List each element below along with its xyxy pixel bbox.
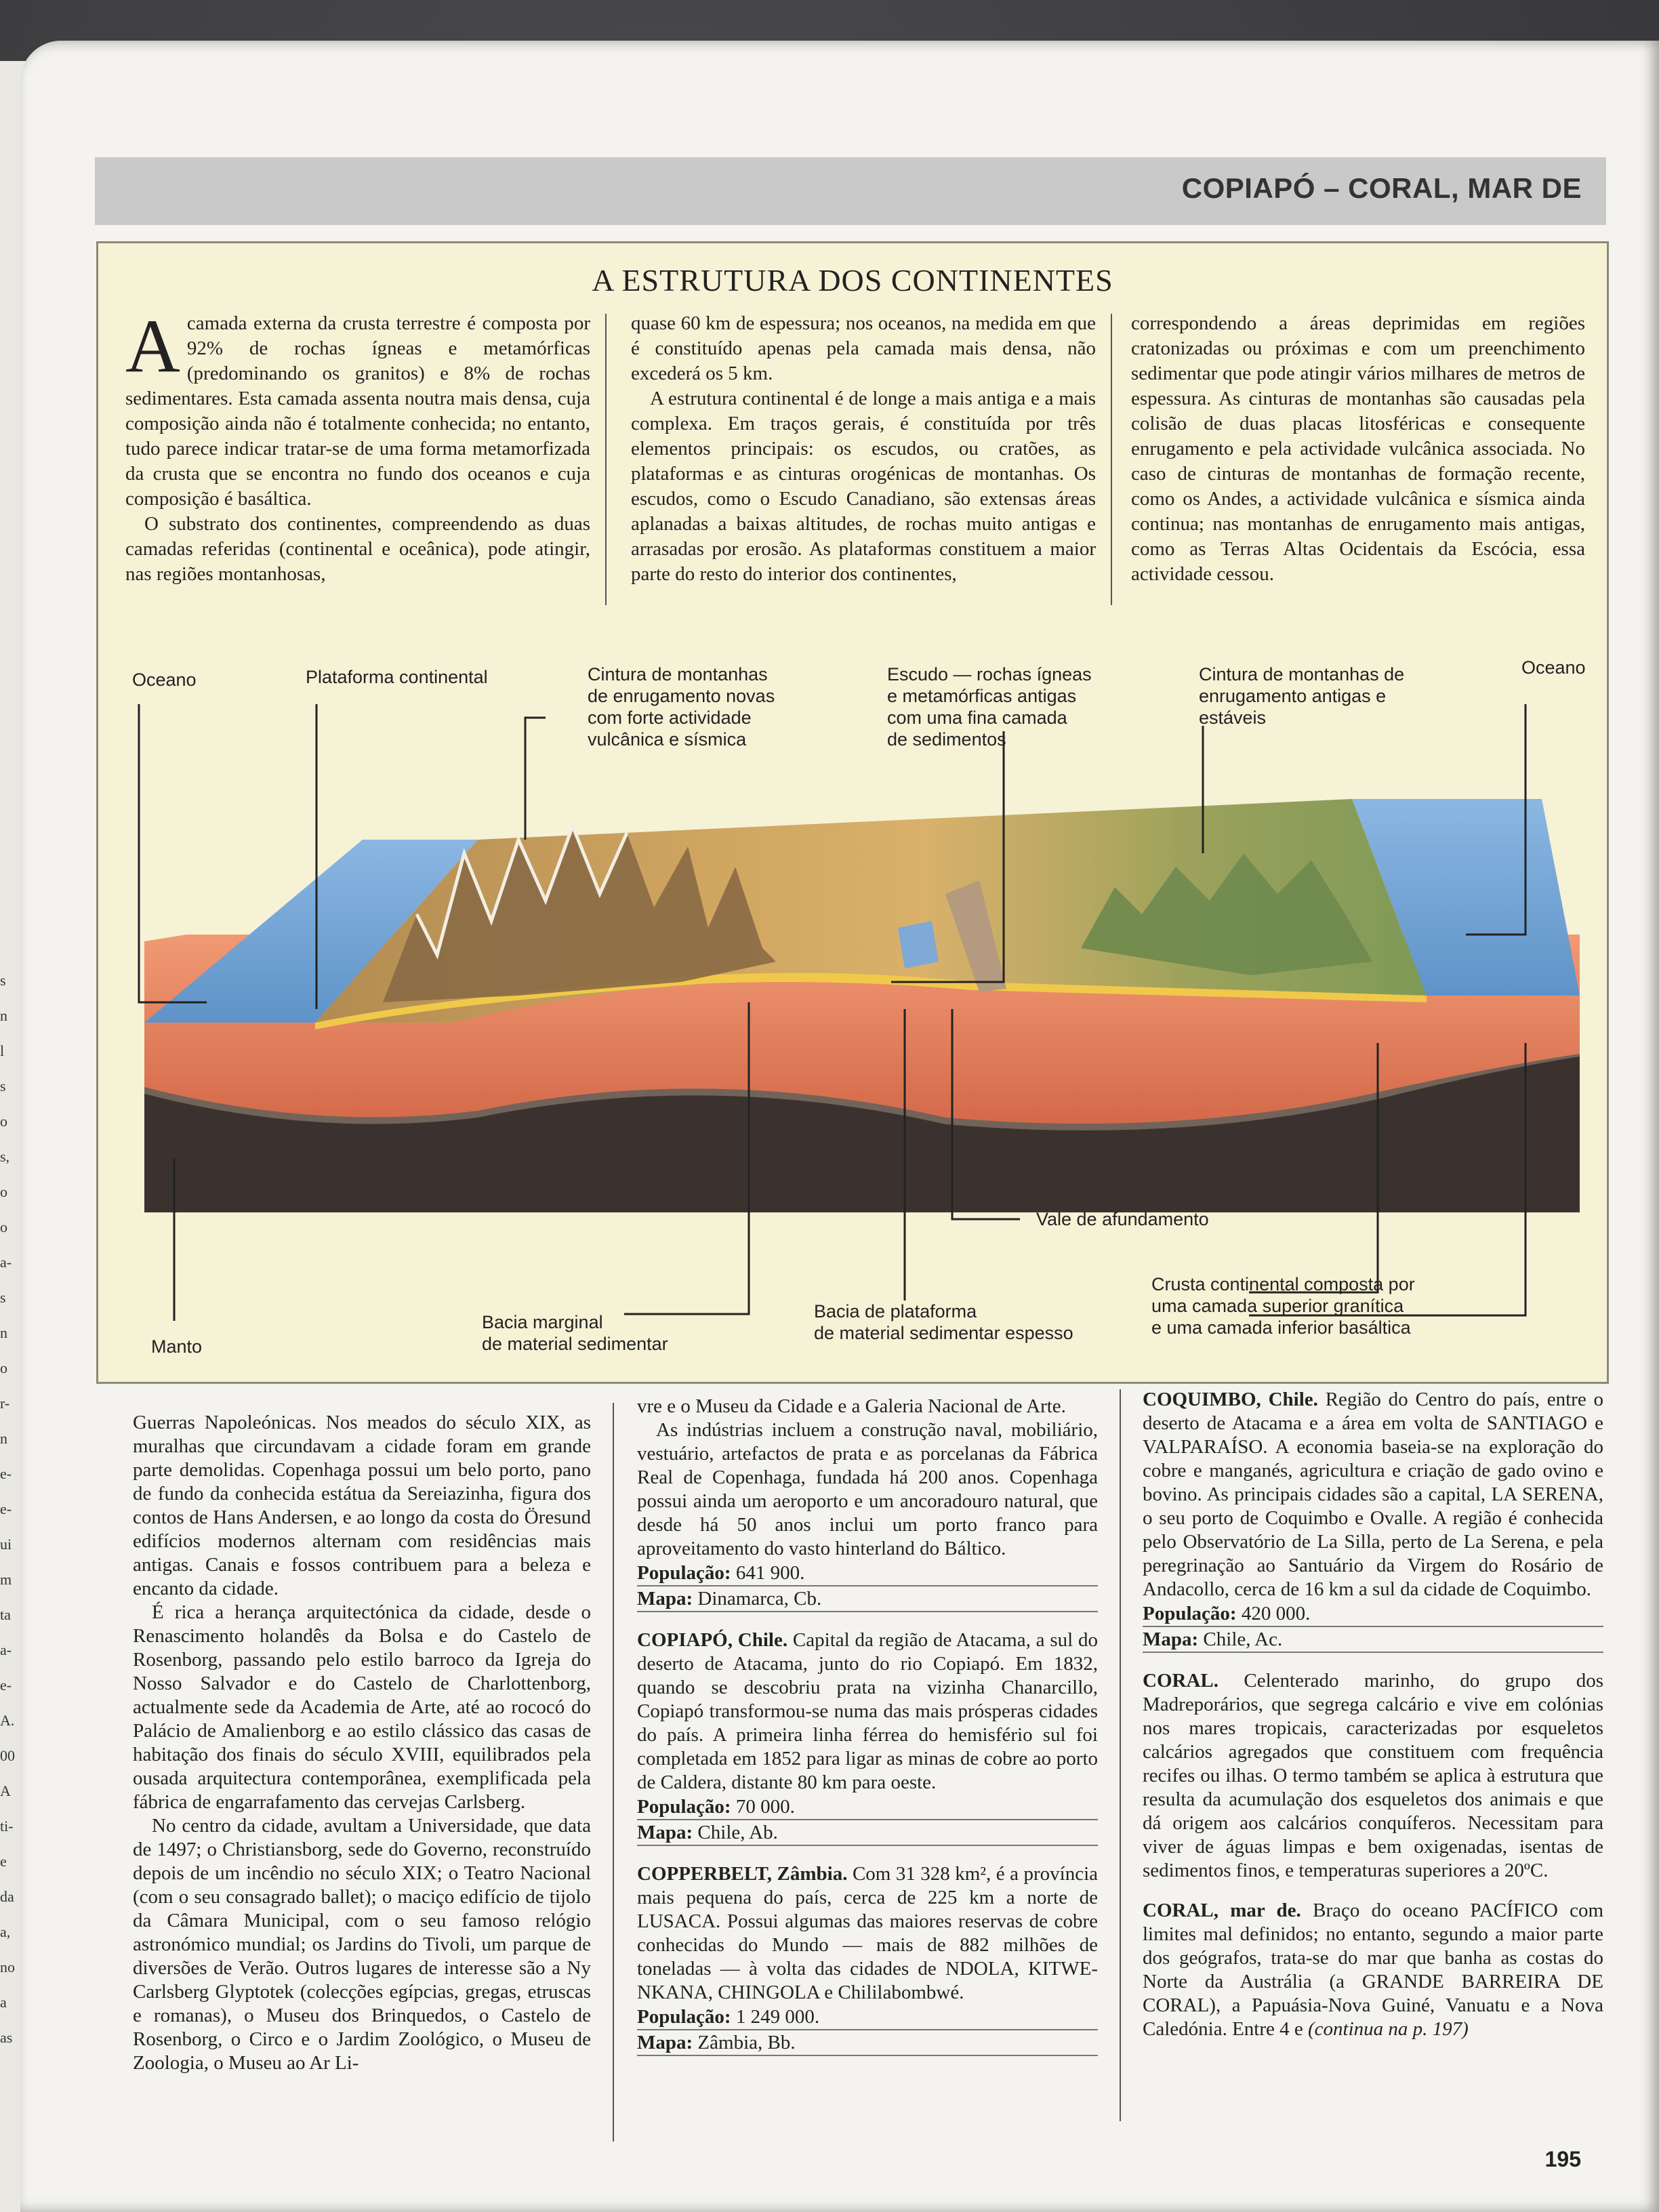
entry-heading: COPPERBELT, Zâmbia. <box>637 1863 848 1885</box>
label-oceano-right: Oceano <box>1521 657 1586 678</box>
body-paragraph: Guerras Napoleónicas. Nos meados do século XIX, as muralhas que circundavam a cidade foram em grande parte demolidas. Copenhaga possui um belo porto, pano de fundo da conhecida estátua da Sereiazinha, figura dos contos de Hans Andersen, e ao longo da costa do Öresund edifícios modernos alternam com residências mais antigas. Canais e fossos contribuem para a beleza e encanto da cidade. <box>133 1412 591 1599</box>
population-line: População: 1 249 000. <box>637 2005 1098 2030</box>
map-line: Mapa: Dinamarca, Cb. <box>637 1586 1098 1612</box>
entry-heading: CORAL. <box>1143 1670 1218 1692</box>
label-bacia-marginal: Bacia marginal de material sedimentar <box>482 1312 668 1354</box>
body-paragraph: vre e o Museu da Cidade e a Galeria Nacional de Arte. <box>637 1395 1066 1417</box>
map-line: Mapa: Chile, Ab. <box>637 1820 1098 1846</box>
left-page-fragment: m <box>0 1571 12 1588</box>
left-page-fragment: s <box>0 1289 6 1306</box>
entry-copiapo <box>637 1629 1098 1846</box>
label-oceano-left: Oceano <box>132 670 197 690</box>
label-cintura-montanhas-novas: Cintura de montanhas de enrugamento novas com forte actividade vulcânica e sísmica <box>588 664 775 750</box>
drop-cap: A <box>125 304 180 388</box>
left-page-fragment: e- <box>0 1677 12 1694</box>
left-page-fragment: n <box>0 1007 7 1024</box>
left-page-fragment: 00 <box>0 1747 15 1764</box>
continent-structure-diagram <box>98 243 1607 1382</box>
running-header-bar <box>95 157 1606 225</box>
left-page-fragment: A <box>0 1782 11 1799</box>
left-page-fragment: r- <box>0 1395 10 1412</box>
label-cintura-montanhas-antigas: Cintura de montanhas de enrugamento antigas e estáveis <box>1199 664 1405 728</box>
left-page-fragment: A. <box>0 1712 15 1729</box>
left-page-fragment: no <box>0 1959 15 1975</box>
entry-heading: COQUIMBO, Chile. <box>1143 1389 1318 1410</box>
left-page-fragment: as <box>0 2029 13 2046</box>
label-vale-afundamento: Vale de afundamento <box>1036 1209 1209 1229</box>
panel-title: A ESTRUTURA DOS CONTINENTES <box>592 263 1113 298</box>
continuation-note: (continua na p. 197) <box>1308 2018 1469 2040</box>
label-crusta-continental: Crusta continental composta por uma camada superior granítica e uma camada inferior basáltica <box>1151 1274 1415 1338</box>
left-page-fragment: a- <box>0 1641 12 1658</box>
left-page-fragment: ti- <box>0 1818 14 1835</box>
left-page-fragment: o <box>0 1359 7 1376</box>
body-paragraph: É rica a herança arquitectónica da cidade, desde o Renascimento holandês da Bolsa e do Castelo de Rosenborg, passando pelo estilo barroco da Igreja do Nosso Salvador e do Castelo de Charlottenborg, actualmente sede da Academia de Arte, até ao rococó do Palácio de Amalienborg e ao estilo clássico das casas de habitação dos finais do século XVIII, equilibrados pela ousada arquitectura contemporânea, exemplificada pela fábrica de engarrafamento das cervejas Carlsberg. <box>133 1601 591 1813</box>
column-divider <box>1120 1389 1121 2121</box>
left-page-fragment: ui <box>0 1536 12 1553</box>
left-page-fragment: s <box>0 972 6 989</box>
entry-copperbelt <box>637 1862 1098 2056</box>
left-page-fragment: da <box>0 1888 14 1905</box>
left-page-fragment: o <box>0 1113 7 1130</box>
panel-paragraph: O substrato dos continentes, compreendendo as duas camadas referidas (continental e oceânica), pode atingir, nas regiões montanhosas, <box>125 513 590 585</box>
leader-cintura-novas <box>525 718 546 840</box>
left-page-fragment: a- <box>0 1254 12 1271</box>
entry-text: Capital da região de Atacama, a sul do deserto de Atacama, junto do rio Copiapó. Em 1832, quando se descobriu prata na vizinha Chanarcillo, Copiapó transformou-se numa das mais prósperas cidades do país. A primeira linha férrea do hemisfério sul foi completada em 1852 para ligar as minas de cobre ao porto de Caldera, distante 80 km para oeste. <box>637 1629 1098 1793</box>
panel-paragraph: quase 60 km de espessura; nos oceanos, na medida em que é constituído apenas pela camada mais densa, não excederá os 5 km. <box>631 312 1096 384</box>
entry-coral-mar <box>1143 1899 1603 2041</box>
left-page-fragment: ta <box>0 1606 11 1623</box>
label-plataforma-continental: Plataforma continental <box>306 667 488 687</box>
map-line: Mapa: Chile, Ac. <box>1143 1627 1603 1653</box>
body-paragraph: As indústrias incluem a construção naval, mobiliário, vestuário, artefactos de prata e as porcelanas da Fábrica Real de Copenhaga, fundada há 200 anos. Copenhaga possui ainda um aeroporto e um ancoradouro natural, que desde há 50 anos inclui um porto franco para aproveitamento do vasto hinterland do Báltico. <box>637 1419 1098 1559</box>
left-page-fragment: n <box>0 1324 7 1341</box>
label-bacia-plataforma: Bacia de plataforma de material sedimentar espesso <box>814 1301 1073 1343</box>
entry-text: Braço do oceano PACÍFICO com limites mal definidos; no entanto, segundo a maior parte dos geógrafos, trata-se do mar que banha as costas do Norte da Austrália (a GRANDE BARREIRA DE CORAL), a Papuásia-Nova Guiné, Vanuatu e a Nova Caledónia. Entre 4 e <box>1143 1900 1604 2040</box>
left-page-fragment: o <box>0 1183 7 1200</box>
label-escudo: Escudo — rochas ígneas e metamórficas antigas com uma fina camada de sedimentos <box>887 664 1092 750</box>
entry-text: Região do Centro do país, entre o deserto de Atacama e a área em volta de SANTIAGO e VALPARAÍSO. A economia baseia-se na exploração do cobre e manganés, agricultura e criação de gado ovino e bovino. As principais cidades são a capital, LA SERENA, o seu porto de Coquimbo e Ovalle. A região é conhecida pelo Observatório de La Silla, perto de La Serena, e pela peregrinação ao Santuário da Virgem do Rosário de Andacollo, cerca de 16 km a sul da cidade de Coquimbo. <box>1143 1389 1603 1600</box>
left-page-fragment: a, <box>0 1923 11 1940</box>
left-page-fragment: e <box>0 1853 7 1870</box>
left-page-fragment: s <box>0 1078 6 1094</box>
panel-paragraph: correspondendo a áreas deprimidas em regiões cratonizadas ou próximas e com um preenchimento sedimentar que pode atingir vários milhares de metros de espessura. As cinturas de montanhas são causadas pela colisão de duas placas litosféricas e consequente enrugamento e pela actividade vulcânica associada. No caso de cinturas de montanhas de formação recente, como os Andes, a actividade vulcânica e sísmica ainda continua; nas montanhas de enrugamento mais antigas, como as Terras Altas Ocidentais da Escócia, essa actividade cessou. <box>1131 312 1585 585</box>
entry-coral <box>1143 1669 1603 1883</box>
body-column-2 <box>637 1395 1098 2056</box>
info-panel <box>96 241 1609 1384</box>
entry-heading: CORAL, mar de. <box>1143 1900 1301 1921</box>
page-number: 195 <box>1544 2147 1581 2171</box>
body-column-3 <box>1143 1388 1603 2041</box>
left-page-fragment: a <box>0 1994 7 2011</box>
left-page-fragment: e- <box>0 1500 12 1517</box>
entry-heading: COPIAPÓ, Chile. <box>637 1629 788 1651</box>
body-column-1 <box>133 1411 591 2075</box>
panel-text: camada externa da crusta terrestre é composta por 92% de rochas ígneas e metamórficas (predominando os granitos) e 8% de rochas sedimentares. Esta camada assenta noutra mais densa, cuja composição ainda não é totalmente conhecida; no entanto, tudo parece indicar tratar-se de uma forma metamorfizada da crusta que se encontra no fundo dos oceanos e cuja composição é basáltica. <box>125 312 590 510</box>
left-page-fragment: s, <box>0 1148 10 1165</box>
population-line: População: 70 000. <box>637 1795 1098 1820</box>
entry-coquimbo <box>1143 1388 1603 1653</box>
population-line: População: 420 000. <box>1143 1601 1603 1627</box>
entry-text: Com 31 328 km², é a província mais pequena do país, cerca de 225 km a norte de LUSACA. Possui algumas das maiores reservas de cobre conhecidas do Mundo — mais de 882 milhões de toneladas — à volta das cidades de NDOLA, KITWE-NKANA, CHINGOLA e Chililabombwé. <box>637 1863 1098 2003</box>
body-paragraph: No centro da cidade, avultam a Universidade, que data de 1497; o Christiansborg, sede do Governo, reconstruído depois de um incêndio no século XIX; o Teatro Nacional (com o seu consagrado ballet); o maciço edifício de tijolo da Câmara Municipal, com o seu famoso relógio astronómico mundial; os Jardins do Tivoli, um parque de diversões de Verão. Outros lugares de interesse são a Ny Carlsberg Glyptotek (colecções egípcias, gregas, etruscas e romanas), o Museu dos Brinquedos, o Castelo de Rosenborg, o Circo e o Jardim Zoológico, o Museu de Zoologia, o Museu ao Ar Li- <box>133 1815 591 2074</box>
label-manto: Manto <box>151 1336 203 1357</box>
left-page-fragment: e- <box>0 1465 12 1482</box>
entry-text: Celenterado marinho, do grupo dos Madreporários, que segrega calcário e vive em colónias nos mares tropicais, caracterizadas por esqueletos calcários agregados que constituem com frequência recifes ou ilhas. O termo também se aplica à estrutura que resulta da acumulação dos esqueletos dos animais e que dá origem aos calcários conquíferos. Necessitam para viver de águas limpas e bem oxigenadas, isentas de sedimentos finos, e temperaturas superiores a 20ºC. <box>1143 1670 1604 1881</box>
panel-paragraph: A estrutura continental é de longe a mais antiga e a mais complexa. Em traços gerais, é constituída por três elementos principais: os escudos, ou cratões, as plataformas e as cinturas orogénicas de montanhas. Os escudos, como o Escudo Canadiano, são extensas áreas aplanadas a baixas altitudes, de rochas muito antigas e arrasadas por erosão. As plataformas constituem a maior parte do resto do interior dos continentes, <box>631 388 1096 585</box>
left-page-fragment: n <box>0 1430 7 1447</box>
left-page-fragment: l <box>0 1042 5 1059</box>
lake <box>898 921 939 968</box>
population-line: População: 641 900. <box>637 1561 1098 1586</box>
column-divider <box>613 1403 614 2142</box>
map-line: Mapa: Zâmbia, Bb. <box>637 2030 1098 2056</box>
running-header-title: COPIAPÓ – CORAL, MAR DE <box>1181 172 1582 204</box>
left-page-fragment: o <box>0 1218 7 1235</box>
